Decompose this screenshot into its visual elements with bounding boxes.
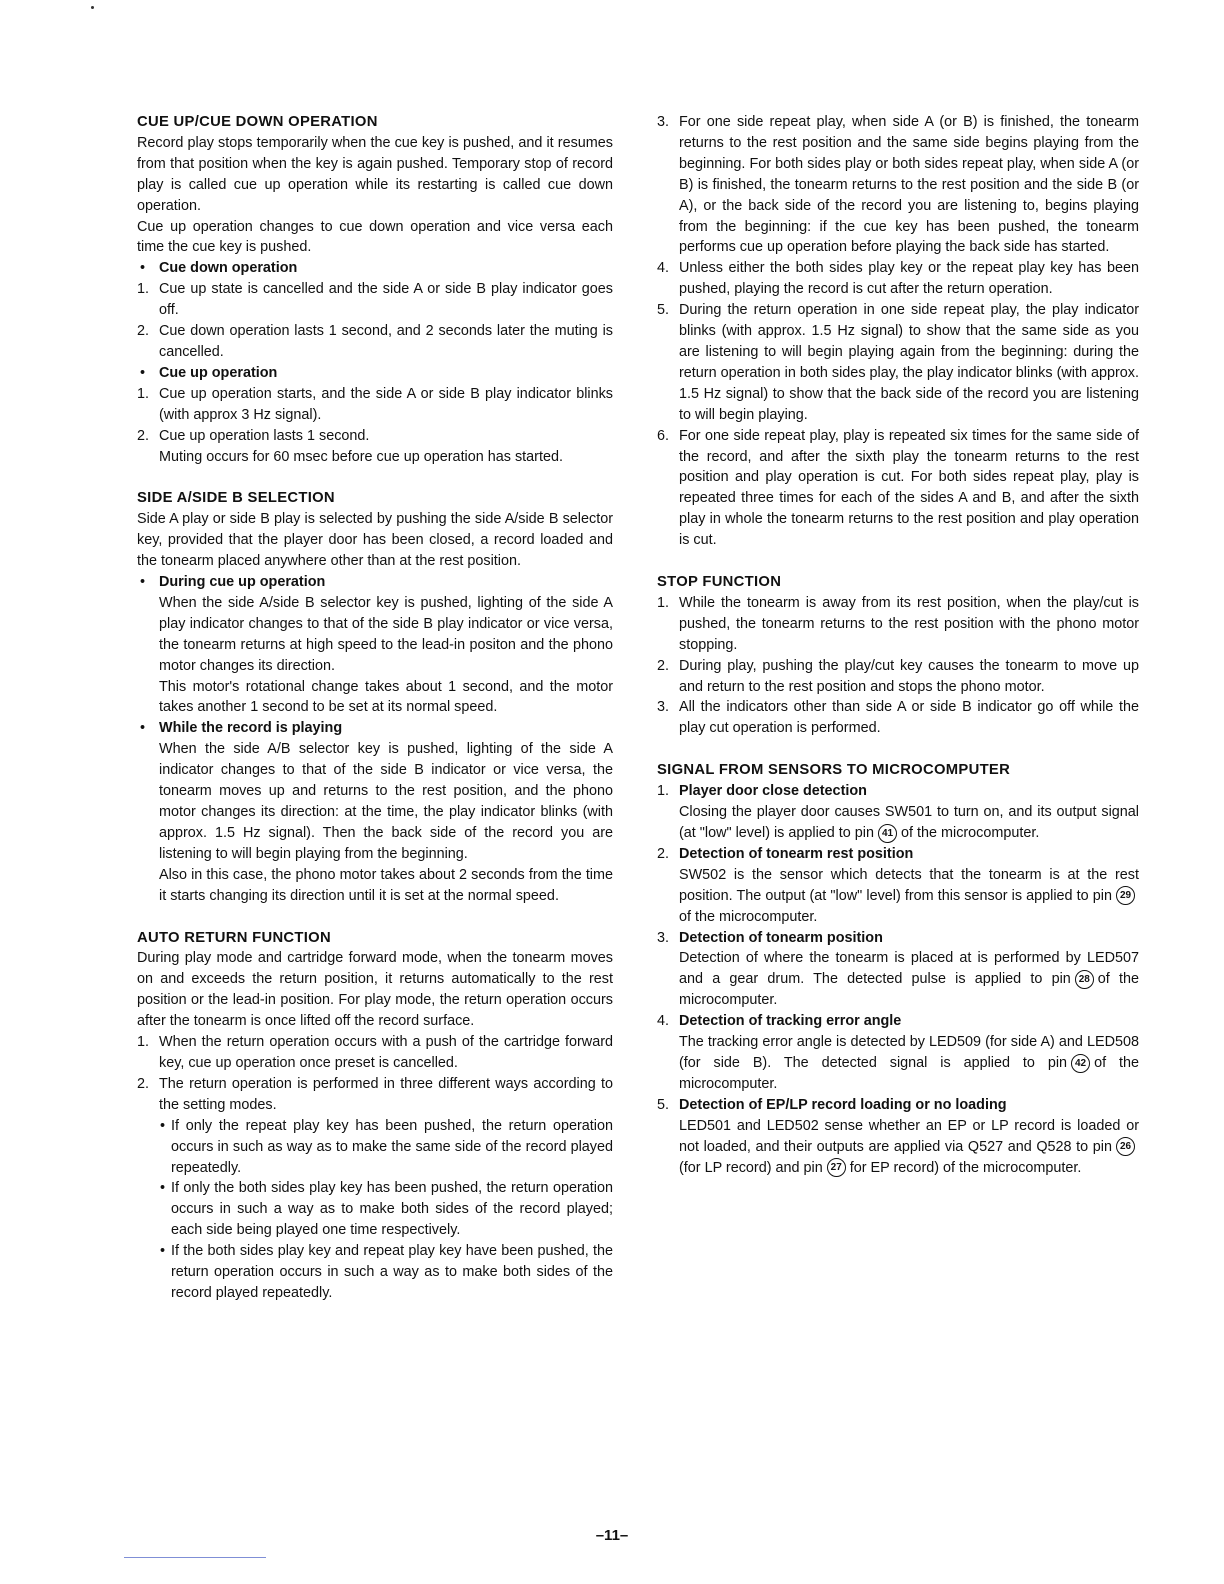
cue-heading: CUE UP/CUE DOWN OPERATION <box>137 114 378 130</box>
signal-item <box>657 844 1139 865</box>
side-bullet-1-text-1: When the side A/side B selector key is pushed, lighting of the side A play indicator changes to that of the side B play indicator or vice versa, the tonearm returns at high speed to the lead-in positon and the phono motor changes its direction. <box>159 594 613 674</box>
signal-text: SW502 is the sensor which detects that the tonearm is at the rest position. The output (at "low" level) from this sensor is applied to pin 29of the microcomputer. <box>679 866 1139 925</box>
signal-label: Detection of tonearm position <box>679 929 883 946</box>
item-number: 3. <box>657 699 670 716</box>
cue-down-bullet <box>137 258 613 279</box>
sub-bullet-text: If only the repeat play key has been pushed, the return operation occurs in such as way as to make the same side of the record played repeatedly. <box>171 1117 613 1176</box>
item-number: 2. <box>137 427 150 444</box>
bullet-icon: • <box>140 364 146 381</box>
signal-item <box>657 928 1139 949</box>
cue-paragraph-2: Cue up operation changes to cue down operation and vice versa each time the cue key is pushed. <box>137 218 613 256</box>
item-text: The return operation is performed in three different ways according to the setting modes. <box>159 1075 613 1113</box>
side-bullet-2 <box>137 718 613 739</box>
bullet-icon: • <box>160 1243 166 1260</box>
list-item <box>137 384 613 426</box>
page-number: –11– <box>595 1527 629 1544</box>
item-number: 3. <box>657 114 670 130</box>
footer-line <box>124 1557 266 1558</box>
item-number: 4. <box>657 1013 670 1030</box>
list-item <box>137 1074 613 1116</box>
item-number: 1. <box>657 594 670 611</box>
item-text: When the return operation occurs with a push of the cartridge forward key, cue up operation once preset is cancelled. <box>159 1034 613 1071</box>
left-column <box>137 112 613 1304</box>
side-bullet-2-label: While the record is playing <box>159 720 343 737</box>
list-item <box>657 300 1139 425</box>
item-text: All the indicators other than side A or side B indicator go off while the play cut operation is performed. <box>679 699 1139 737</box>
auto-heading: AUTO RETURN FUNCTION <box>137 929 331 946</box>
item-number: 2. <box>657 845 670 862</box>
item-number: 1. <box>137 281 150 298</box>
item-text: While the tonearm is away from its rest position, when the play/cut is pushed, the tonearm returns to the rest position with the phono motor stopping. <box>679 594 1139 653</box>
signal-text: Detection of where the tonearm is placed at is performed by LED507 and a gear drum. The detected pulse is applied to pin 28 of the microcomputer. <box>679 950 1139 1009</box>
item-number: 5. <box>657 1096 670 1113</box>
item-text: Cue down operation lasts 1 second, and 2 seconds later the muting is cancelled. <box>159 323 613 360</box>
right-column <box>657 112 1139 1178</box>
item-number: 2. <box>137 323 150 340</box>
list-item <box>137 321 613 363</box>
item-number: 1. <box>657 783 670 800</box>
signal-item <box>657 1011 1139 1032</box>
bullet-icon: • <box>140 720 146 737</box>
list-item <box>657 656 1139 698</box>
bullet-icon: • <box>160 1117 166 1134</box>
sub-bullet <box>137 1116 613 1179</box>
side-bullet-1 <box>137 572 613 593</box>
cue-paragraph-1: Record play stops temporarily when the cue key is pushed, and it resumes from that position when the key is again pushed. Temporary stop of record play is called cue up operation while its restarting is called cue down operation. <box>137 134 613 214</box>
signal-text: Closing the player door causes SW501 to turn on, and its output signal (at "low" level) is applied to pin 41 of the microcomputer. <box>679 804 1139 841</box>
sub-bullet-text: If only the both sides play key has been pushed, the return operation occurs in such a way as to make both sides of the record played; each side being played one time respectively. <box>171 1180 613 1239</box>
item-text: Cue up operation lasts 1 second. <box>159 427 370 444</box>
signal-text: The tracking error angle is detected by LED509 (for side A) and LED508 (for side B). The detected signal is applied to pin 42 of the microcomputer. <box>679 1034 1139 1092</box>
signal-label: Detection of EP/LP record loading or no loading <box>679 1096 1007 1113</box>
sub-bullet-text: If the both sides play key and repeat play key have been pushed, the return operation occurs in such a way as to make both sides of the record played repeatedly. <box>171 1243 613 1301</box>
item-text: Unless either the both sides play key or the repeat play key has been pushed, playing the record is cut after the return operation. <box>679 260 1139 298</box>
item-number: 1. <box>137 1034 150 1051</box>
pin-number: 28 <box>1075 970 1094 989</box>
item-number: 3. <box>657 929 670 946</box>
item-text: Cue up state is cancelled and the side A or side B play indicator goes off. <box>159 281 613 319</box>
list-item <box>137 1032 613 1074</box>
item-number: 4. <box>657 260 670 277</box>
side-bullet-2-text-1: When the side A/B selector key is pushed, lighting of the side A indicator changes to that of the side B indicator or vice versa, the tonearm moves up and returns to the rest position, and the phono motor changes its direction: at the time, the play indicator blinks (with approx. 1.5 Hz signal). Then the back side of the record you are listening to will begin playing from the beginning. <box>159 741 613 862</box>
item-number: 1. <box>137 385 150 402</box>
item-text: During the return operation in one side repeat play, the play indicator blinks (with approx. 1.5 Hz signal) to show that the same side as you are listening to will begin playing again from the beginning: during the return operation in both sides play, the play indicator blinks (with approx. 1.5 Hz signal) to show that the back side of the record you are listening to will begin playing. <box>679 302 1139 423</box>
list-item <box>657 112 1139 258</box>
item-text: Cue up operation starts, and the side A or side B play indicator blinks (with approx 3 Hz signal). <box>159 385 613 423</box>
bullet-icon: • <box>140 574 146 591</box>
side-heading: SIDE A/SIDE B SELECTION <box>137 490 335 507</box>
auto-paragraph: During play mode and cartridge forward mode, when the tonearm moves on and exceeds the return position, it returns automatically to the rest position or the lead-in position. For play mode, the return operation occurs after the tonearm is once lifted off the record surface. <box>137 950 613 1030</box>
list-item <box>657 426 1139 551</box>
cue-up-note: Muting occurs for 60 msec before cue up operation has started. <box>159 448 563 465</box>
list-item <box>657 697 1139 739</box>
sub-bullet <box>137 1178 613 1241</box>
side-bullet-2-text-2: Also in this case, the phono motor takes about 2 seconds from the time it starts changing its direction until it is set at the normal speed. <box>159 866 613 904</box>
side-paragraph: Side A play or side B play is selected by pushing the side A/side B selector key, provided that the player door has been closed, a record loaded and the tonearm placed anywhere other than at the rest position. <box>137 511 613 570</box>
stop-heading: STOP FUNCTION <box>657 574 782 591</box>
list-item <box>657 593 1139 656</box>
bullet-icon: • <box>160 1180 166 1197</box>
cue-up-label: Cue up operation <box>159 364 278 381</box>
pin-number: 41 <box>878 824 897 843</box>
item-number: 2. <box>657 657 670 674</box>
list-item <box>137 279 613 321</box>
item-text: For one side repeat play, play is repeated six times for the same side of the record, and after the sixth play the tonearm returns to the rest position and play operation is cut. For both sides repeat play, play is repeated three times for each of the sides A and B, and after the sixth play in whole the tonearm returns to the rest position and play operation is cut. <box>679 427 1139 549</box>
side-bullet-1-text-2: This motor's rotational change takes about 1 second, and the motor takes another 1 second to be set at its normal speed. <box>159 678 613 716</box>
signal-item <box>657 781 1139 802</box>
sub-bullet <box>137 1241 613 1304</box>
cue-down-label: Cue down operation <box>159 260 298 277</box>
item-number: 2. <box>137 1075 150 1092</box>
signal-heading: SIGNAL FROM SENSORS TO MICROCOMPUTER <box>657 762 1011 779</box>
bullet-icon: • <box>140 260 146 277</box>
signal-item <box>657 1095 1139 1116</box>
signal-label: Detection of tracking error angle <box>679 1013 902 1030</box>
item-number: 6. <box>657 427 670 444</box>
scan-speck <box>91 6 94 9</box>
pin-number: 27 <box>827 1158 846 1177</box>
signal-text: LED501 and LED502 sense whether an EP or LP record is loaded or not loaded, and their outputs are applied via Q527 and Q528 to pin 26(for LP record) and pin 27 for EP record) of the microcomputer. <box>679 1117 1139 1176</box>
pin-number: 26 <box>1116 1137 1135 1156</box>
cue-up-bullet <box>137 363 613 384</box>
list-item <box>137 426 613 447</box>
item-number: 5. <box>657 302 670 319</box>
signal-label: Detection of tonearm rest position <box>679 845 914 862</box>
pin-number: 29 <box>1116 886 1135 905</box>
side-bullet-1-label: During cue up operation <box>159 574 326 591</box>
item-text: For one side repeat play, when side A (or B) is finished, the tonearm returns to the rest position and the same side begins playing from the beginning. For both sides play or both sides repeat play, when side A (or B) is finished, the tonearm returns to the rest position and the side B (or A), or the back side of the record you are listening to, begins playing from the beginning: if the cue key has been pushed, the tonearm performs cue up operation before playing the back side has started. <box>679 114 1139 256</box>
list-item <box>657 258 1139 300</box>
pin-number: 42 <box>1071 1054 1090 1073</box>
item-text: During play, pushing the play/cut key causes the tonearm to move up and return to the rest position and stops the phono motor. <box>679 657 1139 695</box>
signal-label: Player door close detection <box>679 783 867 800</box>
